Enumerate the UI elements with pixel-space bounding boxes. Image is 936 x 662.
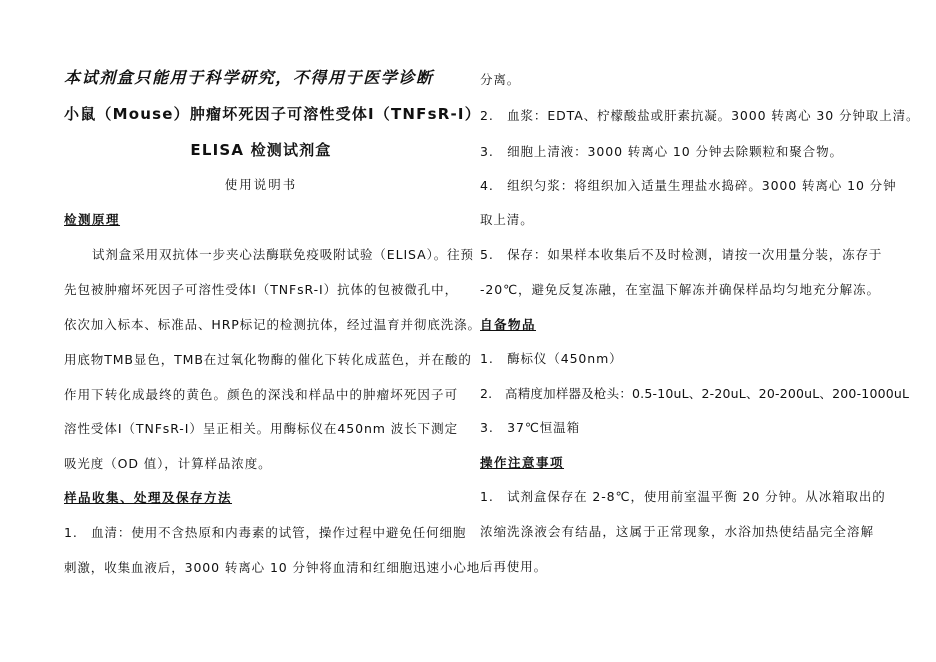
materials-line: 3. 37℃恒温箱 xyxy=(480,420,580,435)
sample-line-continued: 分离。 xyxy=(480,72,521,87)
sample-handling-heading: 样品收集、处理及保存方法 xyxy=(64,490,233,505)
principle-heading: 检测原理 xyxy=(64,212,121,227)
sample-line: 1. 血清：使用不含热原和内毒素的试管，操作过程中避免任何细胞 xyxy=(64,525,467,540)
materials-line: 1. 酶标仪（450nm） xyxy=(480,351,623,366)
principle-line: 试剂盒采用双抗体一步夹心法酶联免疫吸附试验（ELISA）。往预 xyxy=(92,247,474,262)
precautions-line: 1. 试剂盒保存在 2-8℃，使用前室温平衡 20 分钟。从冰箱取出的 xyxy=(480,489,886,504)
materials-heading: 自备物品 xyxy=(480,317,537,332)
principle-line: 作用下转化成最终的黄色。颜色的深浅和样品中的肿瘤坏死因子可 xyxy=(64,387,458,402)
precautions-line: 浓缩洗涤液会有结晶，这属于正常现象，水浴加热使结晶完全溶解 xyxy=(480,524,874,539)
research-only-disclaimer: 本试剂盒只能用于科学研究，不得用于医学诊断 xyxy=(64,68,434,87)
sample-line: 刺激，收集血液后，3000 转离心 10 分钟将血清和红细胞迅速小心地 xyxy=(64,560,481,575)
precautions-line: 后再使用。 xyxy=(480,559,548,574)
sample-line: 3. 细胞上清液：3000 转离心 10 分钟去除颗粒和聚合物。 xyxy=(480,144,843,159)
principle-line: 用底物TMB显色，TMB在过氧化物酶的催化下转化成蓝色，并在酸的 xyxy=(64,352,472,367)
principle-line: 先包被肿瘤坏死因子可溶性受体Ⅰ（TNFsR-Ⅰ）抗体的包被微孔中， xyxy=(64,282,458,297)
principle-line: 溶性受体Ⅰ（TNFsR-Ⅰ）呈正相关。用酶标仪在450nm 波长下测定 xyxy=(64,421,458,436)
principle-line: 依次加入标本、标准品、HRP标记的检测抗体，经过温育并彻底洗涤。 xyxy=(64,317,481,332)
sample-line: 5. 保存：如果样本收集后不及时检测，请按一次用量分装，冻存于 xyxy=(480,247,883,262)
principle-line: 吸光度（OD 值），计算样品浓度。 xyxy=(64,456,272,471)
precautions-heading: 操作注意事项 xyxy=(480,455,565,470)
document-title-line-2: ELISA 检测试剂盒 xyxy=(190,141,332,159)
document-subtitle: 使用说明书 xyxy=(224,177,298,192)
materials-line: 2. 高精度加样器及枪头：0.5-10uL、2-20uL、20-200uL、200-1000uL xyxy=(480,386,910,401)
sample-line: 2. 血浆：EDTA、柠檬酸盐或肝素抗凝。3000 转离心 30 分钟取上清。 xyxy=(480,108,920,123)
sample-line: 取上清。 xyxy=(480,212,534,227)
sample-line: 4. 组织匀浆：将组织加入适量生理盐水捣碎。3000 转离心 10 分钟 xyxy=(480,178,897,193)
document-title-line-1: 小鼠（Mouse）肿瘤坏死因子可溶性受体Ⅰ（TNFsR-Ⅰ） xyxy=(64,105,481,123)
sample-line: -20℃，避免反复冻融，在室温下解冻并确保样品均匀地充分解冻。 xyxy=(480,282,880,297)
